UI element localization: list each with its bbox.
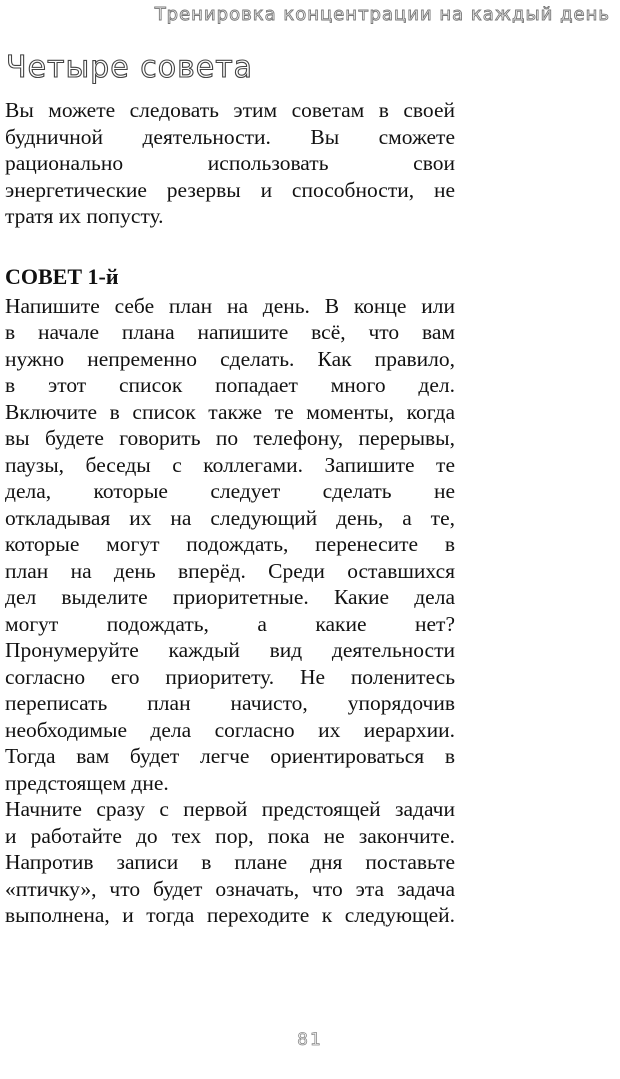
text-line: откладывая их на следующий день, а те,: [5, 505, 455, 530]
text-line: Пронумеруйте каждый вид деятельности: [5, 638, 455, 662]
text-line: Включите в список также те моменты, когда: [5, 399, 455, 424]
text-line: в начале плана напишите всё, что вам: [5, 320, 455, 344]
text-line: Напишите себе план на день. В конце или: [5, 293, 455, 318]
page-number: 81: [297, 1030, 323, 1050]
text-line: необходимые дела согласно их иерархии.: [5, 717, 455, 742]
text-line: нужно непременно сделать. Как правило,: [5, 346, 455, 371]
text-line: Начните сразу с первой предстоящей задачи: [5, 797, 455, 821]
text-line: Напротив записи в плане дня поставьте: [5, 850, 455, 874]
text-line: которые могут подождать, перенесите в: [5, 532, 455, 556]
intro-paragraph: [5, 97, 455, 230]
text-line: согласно его приоритету. Не поленитесь: [5, 664, 455, 689]
intro-line: тратя их попусту.: [5, 204, 164, 228]
text-line: паузы, беседы с коллегами. Запишите те: [5, 452, 455, 477]
intro-line: Вы можете следовать этим советам в своей: [5, 98, 455, 122]
running-header: Тренировка концентрации на каждый день: [154, 4, 610, 25]
text-line: дела, которые следует сделать не: [5, 479, 455, 503]
text-line: предстоящем дне.: [5, 770, 169, 795]
text-line: вы будете говорить по телефону, перерывы,: [5, 426, 455, 450]
text-line: дел выделите приоритетные. Какие дела: [5, 585, 455, 609]
advice-section: [5, 264, 455, 929]
text-line: в этот список попадает много дел.: [5, 373, 455, 397]
text-line: «птичку», что будет означать, что эта задача: [5, 876, 455, 901]
advice-heading: СОВЕТ 1-й: [5, 264, 119, 289]
text-line: и работайте до тех пор, пока не закончите.: [5, 823, 455, 848]
advice-paragraph-1: [5, 293, 455, 797]
advice-paragraph-2: [5, 796, 455, 929]
intro-line: энергетические резервы и способности, не: [5, 177, 455, 202]
text-line: Тогда вам будет легче ориентироваться в: [5, 744, 455, 768]
text-line: выполнена, и тогда переходите к следующей.: [5, 903, 455, 927]
intro-line: рационально использовать свои: [5, 151, 455, 175]
text-line: план на день вперёд. Среди оставшихся: [5, 558, 455, 583]
intro-line: будничной деятельности. Вы сможете: [5, 124, 455, 149]
text-line: могут подождать, а какие нет?: [5, 611, 455, 636]
text-line: переписать план начисто, упорядочив: [5, 691, 455, 715]
section-title: Четыре совета: [6, 50, 254, 85]
